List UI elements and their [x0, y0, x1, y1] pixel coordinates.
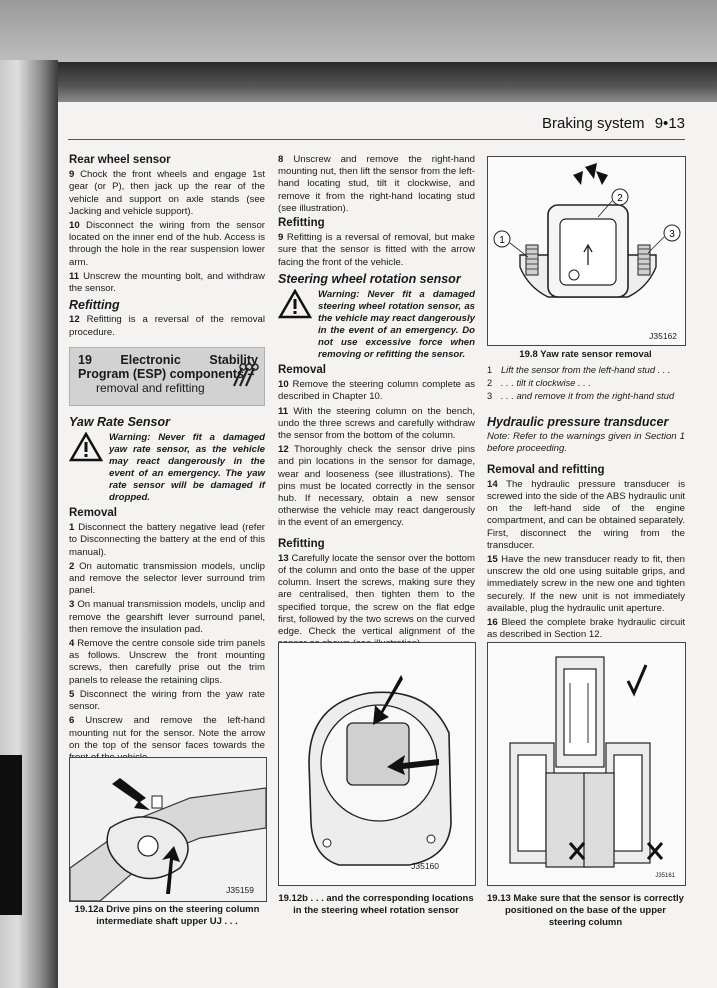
para-num: 4 — [69, 638, 75, 650]
para-num: 10 — [69, 220, 80, 232]
para-11 — [69, 271, 265, 295]
para-text: Refitting is a reversal of the removal procedure. — [69, 314, 265, 338]
uj-illustration — [70, 758, 266, 901]
legend-num: 1 — [487, 365, 493, 375]
section-19-box — [69, 347, 265, 406]
drive-pin — [152, 796, 162, 808]
para-num: 5 — [69, 688, 75, 700]
heading-removal-refitting: Removal and refitting — [487, 463, 605, 476]
callout-1-label: 1 — [499, 235, 505, 246]
joint-pin — [138, 836, 158, 856]
para-num: 10 — [278, 379, 289, 391]
figure-19-12a — [69, 757, 267, 902]
warning-text: Warning: Never fit a damaged yaw rate sensor, as the vehicle may react dangerously in the event of an emergency. The yaw rate sensor will be damaged if dropped. — [109, 432, 265, 504]
heading-refitting: Refitting — [69, 298, 120, 313]
screw-hole — [427, 835, 435, 843]
para-num: 9 — [69, 169, 75, 181]
scan-top-shadow — [0, 62, 717, 102]
para-text: Have the new transducer ready to fit, then unscrew the old one using suitable grips, and immediately screw in the new one and tighten securely. If the new unit is not immediately available, plug the hydraulic unit aperture. — [487, 554, 685, 614]
para-text: Chock the front wheels and engage 1st gear (or P), then jack up the rear of the vehicle and support on axle stands (see Jacking and vehicle support). — [69, 169, 265, 217]
para-text: Disconnect the battery negative lead (refer to Disconnecting the battery at the end of this manual). — [69, 522, 265, 558]
para-10 — [69, 220, 265, 269]
para-11 — [278, 406, 475, 443]
figure-id: J35161 — [655, 873, 675, 879]
heading-refitting-2: Refitting — [278, 537, 325, 550]
legend-text: . . . and remove it from the right-hand stud — [501, 391, 675, 401]
para-num: 16 — [487, 617, 498, 629]
header-page: 9•13 — [654, 115, 685, 132]
para-15 — [487, 554, 685, 615]
caption-19-12a: 19.12a Drive pins on the steering column intermediate shaft upper UJ . . . — [74, 904, 260, 927]
legend-text: . . . tilt it clockwise . . . — [501, 378, 591, 388]
para-text: Unscrew the mounting bolt, and withdraw the sensor. — [69, 270, 265, 295]
heading-refitting: Refitting — [278, 217, 325, 230]
caption-19-13: 19.13 Make sure that the sensor is correctly positioned on the base of the upper steering column — [487, 893, 684, 928]
section-subtitle: removal and refitting — [96, 380, 205, 395]
warning-steering — [278, 289, 475, 361]
heading-steering-sensor: Steering wheel rotation sensor — [278, 271, 461, 286]
para-num: 1 — [69, 522, 75, 534]
heading-removal: Removal — [69, 507, 117, 520]
legend-num: 3 — [487, 391, 493, 401]
note: Note: Refer to the warnings given in Section 1 before proceeding. — [487, 431, 685, 455]
para-text: Remove the centre console side trim panels as follows. Unscrew the front mounting screws, then carefully prise out the trim panels to release the retaining clips. — [69, 638, 265, 686]
heading-rear-wheel-sensor: Rear wheel sensor — [69, 154, 171, 166]
para-text: Unscrew and remove the right-hand mounting nut, then lift the sensor from the left-hand locating stud, tilt it clockwise, and remove it from the right-hand locating stud (see illustration). — [278, 154, 475, 214]
para-num: 3 — [69, 599, 75, 611]
para-r1 — [69, 522, 265, 559]
para-16 — [487, 617, 685, 641]
para-12 — [278, 444, 475, 529]
header-rule — [68, 139, 685, 140]
section-number: 19 — [78, 352, 92, 367]
figure-19-12b — [278, 642, 476, 886]
para-r2 — [69, 561, 265, 598]
para-8 — [278, 154, 475, 215]
para-text: The hydraulic pressure transducer is screwed into the side of the ABS hydraulic unit on the left-hand side of the engine compartment, and can be obtained separately. First, disconnect the wiring from the transducer. — [487, 478, 686, 551]
motion-arrow-icon — [596, 171, 608, 185]
screw-hole — [323, 839, 331, 847]
para-num: 2 — [69, 560, 75, 572]
heading-yaw-rate-sensor: Yaw Rate Sensor — [69, 414, 170, 429]
para-num: 12 — [69, 314, 80, 326]
section-title-text: Electronic Stability Program (ESP) components – — [78, 352, 258, 381]
column-3 — [487, 412, 685, 643]
legend-item — [487, 377, 687, 390]
para-r4 — [69, 638, 265, 687]
para-13 — [278, 553, 475, 651]
sensor-position-illustration — [488, 643, 685, 885]
right-stud — [638, 245, 650, 275]
motion-arrow-icon — [573, 163, 597, 185]
para-num: 9 — [278, 232, 284, 244]
para-text: Refitting is a reversal of removal, but make sure that the sensor is fitted with the arrow facing the front of the vehicle. — [278, 232, 475, 268]
legend-num: 2 — [487, 378, 493, 388]
caption-19-12b: 19.12b . . . and the corresponding locations in the steering wheel rotation sensor — [278, 893, 474, 916]
para-text: Disconnect the wiring from the sensor located on the inner end of the hub. Access is through the hole in the rear suspension lower arm. — [69, 220, 265, 268]
para-num: 8 — [278, 154, 284, 165]
warning-yaw — [69, 432, 265, 504]
para-14 — [487, 479, 685, 552]
para-num: 12 — [278, 444, 289, 456]
spine-dark-patch — [0, 755, 22, 915]
para-text: On automatic transmission models, unclip and remove the selector lever surround trim panel. — [69, 560, 265, 597]
heading-hydraulic-transducer: Hydraulic pressure transducer — [487, 415, 669, 429]
figure-id: J35160 — [411, 861, 439, 871]
header-section: Braking system — [542, 115, 645, 132]
legend-text: Lift the sensor from the left-hand stud . . . — [501, 365, 671, 375]
para-num: 13 — [278, 552, 289, 564]
para-num: 6 — [69, 715, 75, 727]
column-2 — [278, 154, 475, 653]
para-text: Unscrew and remove the left-hand mounting nut for the sensor. Note the arrow on the top of the sensor faces towards the — [69, 715, 265, 751]
figure-19-13 — [487, 642, 686, 886]
para-num: 11 — [69, 270, 80, 282]
para-text: Remove the steering column complete as described in Chapter 10. — [278, 379, 475, 403]
para-text: Thoroughly check the sensor drive pins and pin locations in the sensor for damage, wear and looseness (see illustrations). The pins must be located correctly in the sensor hub. If necessary, obtain a new sensor otherwise the vehicle may react dangerously in the event of an emergency. — [278, 444, 475, 529]
wrench-difficulty-icon — [228, 362, 260, 390]
yaw-sensor-illustration — [488, 157, 685, 345]
sensor-hub — [347, 723, 409, 785]
callout-3-label: 3 — [669, 229, 675, 240]
check-mark-icon — [628, 665, 646, 693]
para-num: 14 — [487, 478, 498, 490]
column-1 — [69, 152, 265, 805]
para-9 — [278, 232, 475, 269]
para-10 — [278, 379, 475, 403]
para-r5 — [69, 689, 265, 713]
steering-sensor-illustration — [279, 643, 475, 885]
para-9 — [69, 169, 265, 218]
scan-top-band — [0, 0, 717, 62]
callout-2-label: 2 — [617, 193, 623, 204]
para-r3 — [69, 599, 265, 636]
para-text: On manual transmission models, unclip and remove the gearshift lever surround panel, then remove the insulation pad. — [69, 599, 265, 635]
para-text: Bleed the complete brake hydraulic circuit as described in Section 12. — [487, 617, 686, 641]
figure-id: J35162 — [649, 331, 677, 341]
figure-legend — [487, 364, 687, 403]
figure-id: J35159 — [226, 885, 254, 895]
para-num: 11 — [278, 405, 289, 417]
para-text: Carefully locate the sensor over the bottom of the column and onto the base of the upper column. Insert the screws, making sure they are centralised, then tighten them to the specified torque, the screw on the flat edge first, followed by the two screws on the curved edge. Check the vertical alignment of the — [278, 552, 475, 638]
heading-removal: Removal — [278, 364, 326, 377]
warning-triangle-icon — [69, 432, 103, 462]
correct-position — [556, 657, 604, 767]
left-stud — [526, 245, 538, 275]
caption-19-8: 19.8 Yaw rate sensor removal — [519, 349, 652, 360]
warning-triangle-icon — [278, 289, 312, 319]
page-header — [470, 115, 685, 132]
para-text: With the steering column on the bench, undo the three screws and carefully withdraw the sensor from the bottom of the column. — [278, 405, 476, 442]
legend-item — [487, 390, 687, 403]
figure-19-8 — [487, 156, 686, 346]
para-num: 15 — [487, 554, 498, 566]
legend-item — [487, 364, 687, 377]
warning-text: Warning: Never fit a damaged steering wheel rotation sensor, as the vehicle may react dangerously in the event of an emergency. Do not use excessive force when removing or refitting the sensor. — [318, 289, 475, 361]
para-text: Disconnect the wiring from the yaw rate sensor. — [69, 688, 265, 713]
para-12 — [69, 314, 265, 338]
